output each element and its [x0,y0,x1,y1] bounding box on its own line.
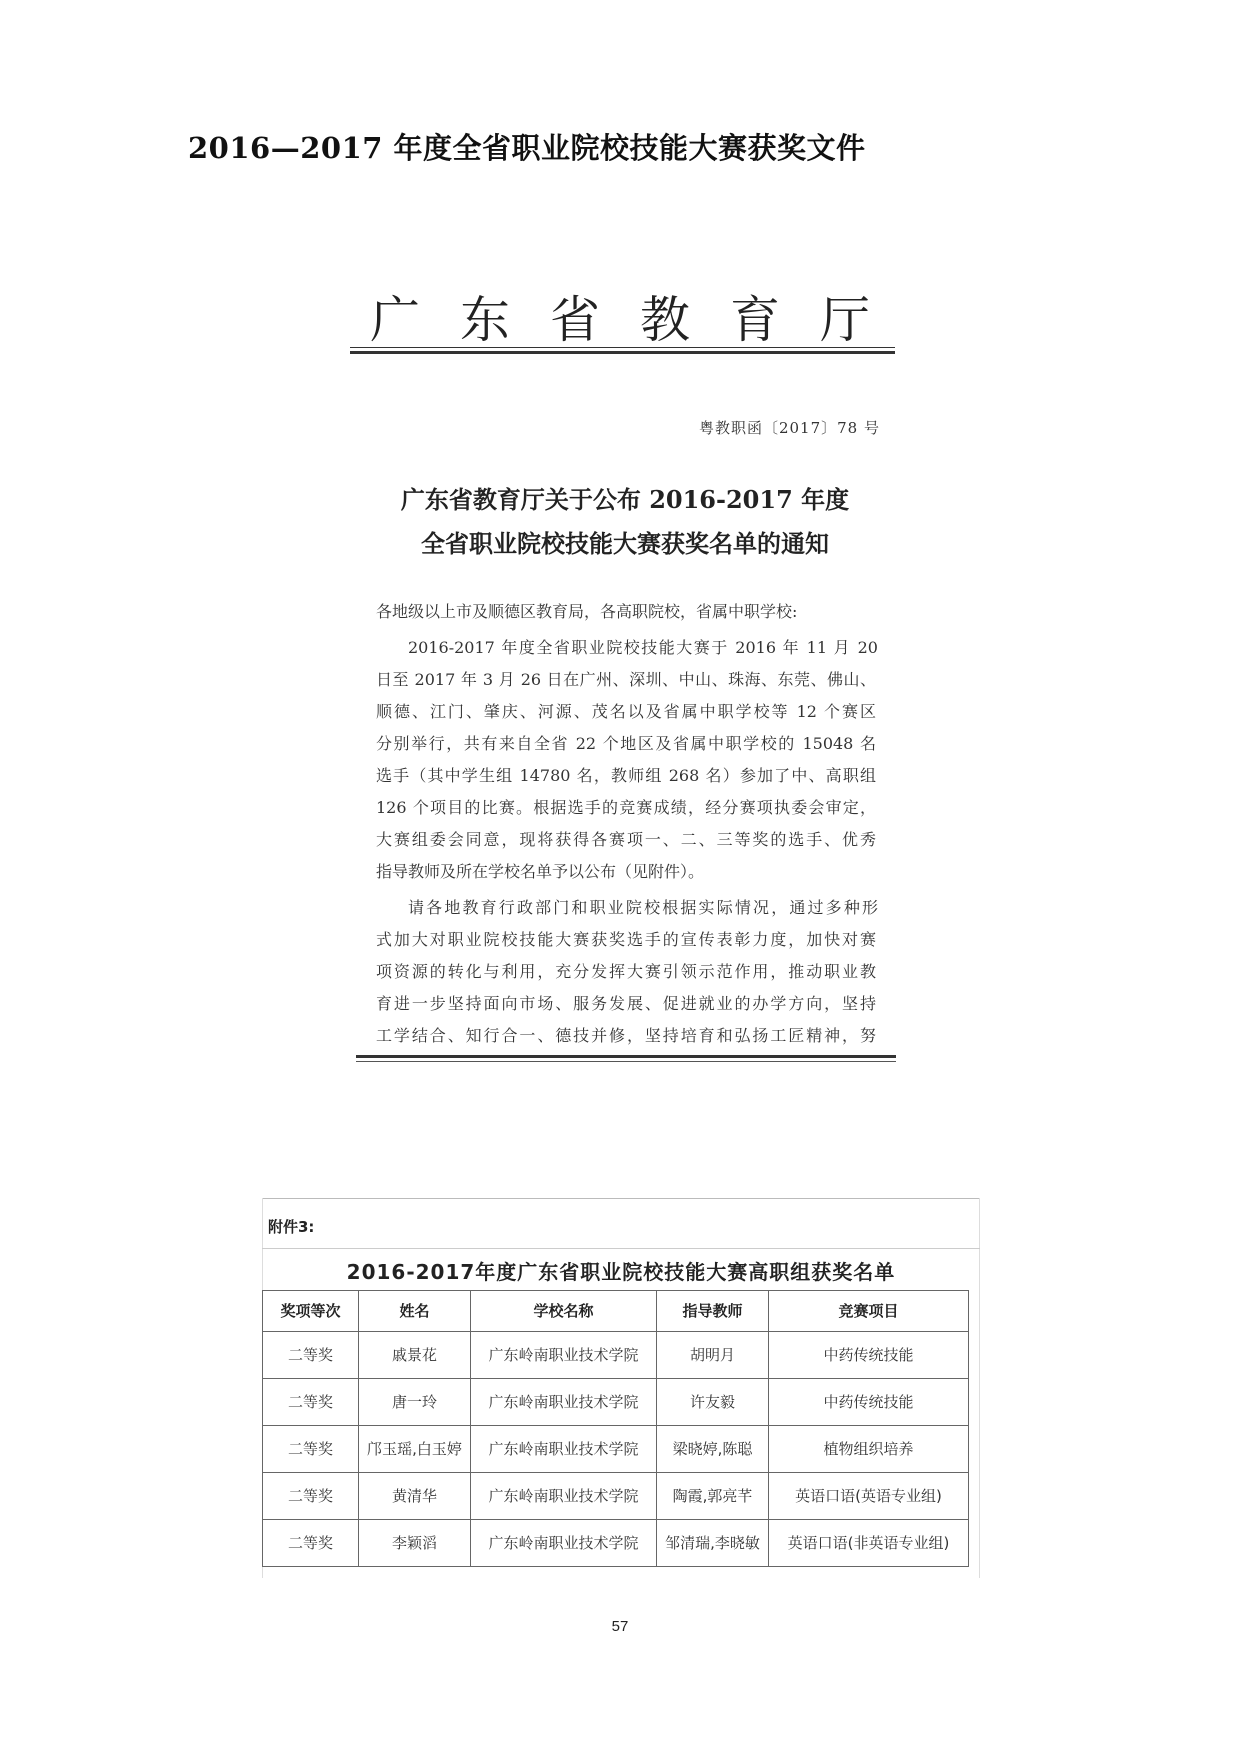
teacher-cell: 胡明月 [657,1332,769,1379]
event-cell: 植物组织培养 [769,1426,969,1473]
event-cell: 中药传统技能 [769,1379,969,1426]
award-table-title: 2016-2017年度广东省职业院校技能大赛高职组获奖名单 [346,1260,896,1284]
award-table [262,1290,969,1567]
body-line: 分别举行，共有来自全省 22 个地区及省属中职学校的 15048 名 [376,734,876,753]
column-header: 竞赛项目 [769,1291,969,1332]
name-cell: 邝玉瑶,白玉婷 [359,1426,471,1473]
name-cell: 戚景花 [359,1332,471,1379]
scanned-award-table [262,1198,980,1578]
scanned-notice [340,262,910,1072]
award-level-cell: 二等奖 [263,1379,359,1426]
name-cell: 黄清华 [359,1473,471,1520]
document-number: 粤教职函〔2017〕78 号 [698,419,880,437]
scan-edge [979,1198,980,1578]
school-cell: 广东岭南职业技术学院 [471,1379,657,1426]
body-line: 选手（其中学生组 14780 名，教师组 268 名）参加了中、高职组 [376,766,876,785]
column-header: 学校名称 [471,1291,657,1332]
school-cell: 广东岭南职业技术学院 [471,1332,657,1379]
event-cell: 中药传统技能 [769,1332,969,1379]
table-row [263,1426,969,1473]
letterhead-rule-thick [350,351,895,354]
scan-edge [262,1198,980,1199]
footer-rule-thin [356,1061,896,1062]
body-line: 大赛组委会同意，现将获得各赛项一、二、三等奖的选手、优秀 [376,830,876,849]
school-cell: 广东岭南职业技术学院 [471,1426,657,1473]
column-header: 奖项等次 [263,1291,359,1332]
notice-title-line-2: 全省职业院校技能大赛获奖名单的通知 [421,529,829,558]
body-line: 项资源的转化与利用，充分发挥大赛引领示范作用，推动职业教 [376,962,876,981]
name-cell: 李颖滔 [359,1520,471,1567]
body-line: 式加大对职业院校技能大赛获奖选手的宣传表彰力度，加快对赛 [376,930,876,949]
column-header: 姓名 [359,1291,471,1332]
table-header-row [263,1291,969,1332]
teacher-cell: 邹清瑞,李晓敏 [657,1520,769,1567]
body-line: 126 个项目的比赛。根据选手的竞赛成绩，经分赛项执委会审定， [376,798,876,817]
table-row [263,1332,969,1379]
teacher-cell: 梁晓婷,陈聪 [657,1426,769,1473]
table-row [263,1379,969,1426]
table-row [263,1473,969,1520]
attachment-divider [262,1248,980,1249]
award-level-cell: 二等奖 [263,1426,359,1473]
page-heading: 2016—2017 年度全省职业院校技能大赛获奖文件 [188,131,866,165]
award-level-cell: 二等奖 [263,1473,359,1520]
page-number: 57 [611,1618,629,1635]
school-cell: 广东岭南职业技术学院 [471,1473,657,1520]
body-line: 工学结合、知行合一、德技并修，坚持培育和弘扬工匠精神，努 [376,1026,876,1045]
letterhead-rule-thin [350,347,895,348]
column-header: 指导教师 [657,1291,769,1332]
body-line: 请各地教育行政部门和职业院校根据实际情况，通过多种形 [408,898,878,917]
footer-rule-thick [356,1055,896,1058]
letterhead: 广东省教育厅 [370,291,910,349]
notice-title-line-1: 广东省教育厅关于公布 2016-2017 年度 [400,485,850,514]
award-level-cell: 二等奖 [263,1332,359,1379]
body-line: 日至 2017 年 3 月 26 日在广州、深圳、中山、珠海、东莞、佛山、 [376,670,876,689]
teacher-cell: 许友毅 [657,1379,769,1426]
table-row [263,1520,969,1567]
event-cell: 英语口语(英语专业组) [769,1473,969,1520]
body-line: 2016-2017 年度全省职业院校技能大赛于 2016 年 11 月 20 [408,638,878,657]
school-cell: 广东岭南职业技术学院 [471,1520,657,1567]
body-line: 顺德、江门、肇庆、河源、茂名以及省属中职学校等 12 个赛区 [376,702,876,721]
event-cell: 英语口语(非英语专业组) [769,1520,969,1567]
award-level-cell: 二等奖 [263,1520,359,1567]
name-cell: 唐一玲 [359,1379,471,1426]
body-line: 指导教师及所在学校名单予以公布（见附件）。 [376,862,705,881]
body-line: 育进一步坚持面向市场、服务发展、促进就业的办学方向，坚持 [376,994,876,1013]
teacher-cell: 陶霞,郭亮芊 [657,1473,769,1520]
attachment-label: 附件3: [268,1218,315,1236]
salutation: 各地级以上市及顺德区教育局，各高职院校，省属中职学校: [376,602,798,621]
